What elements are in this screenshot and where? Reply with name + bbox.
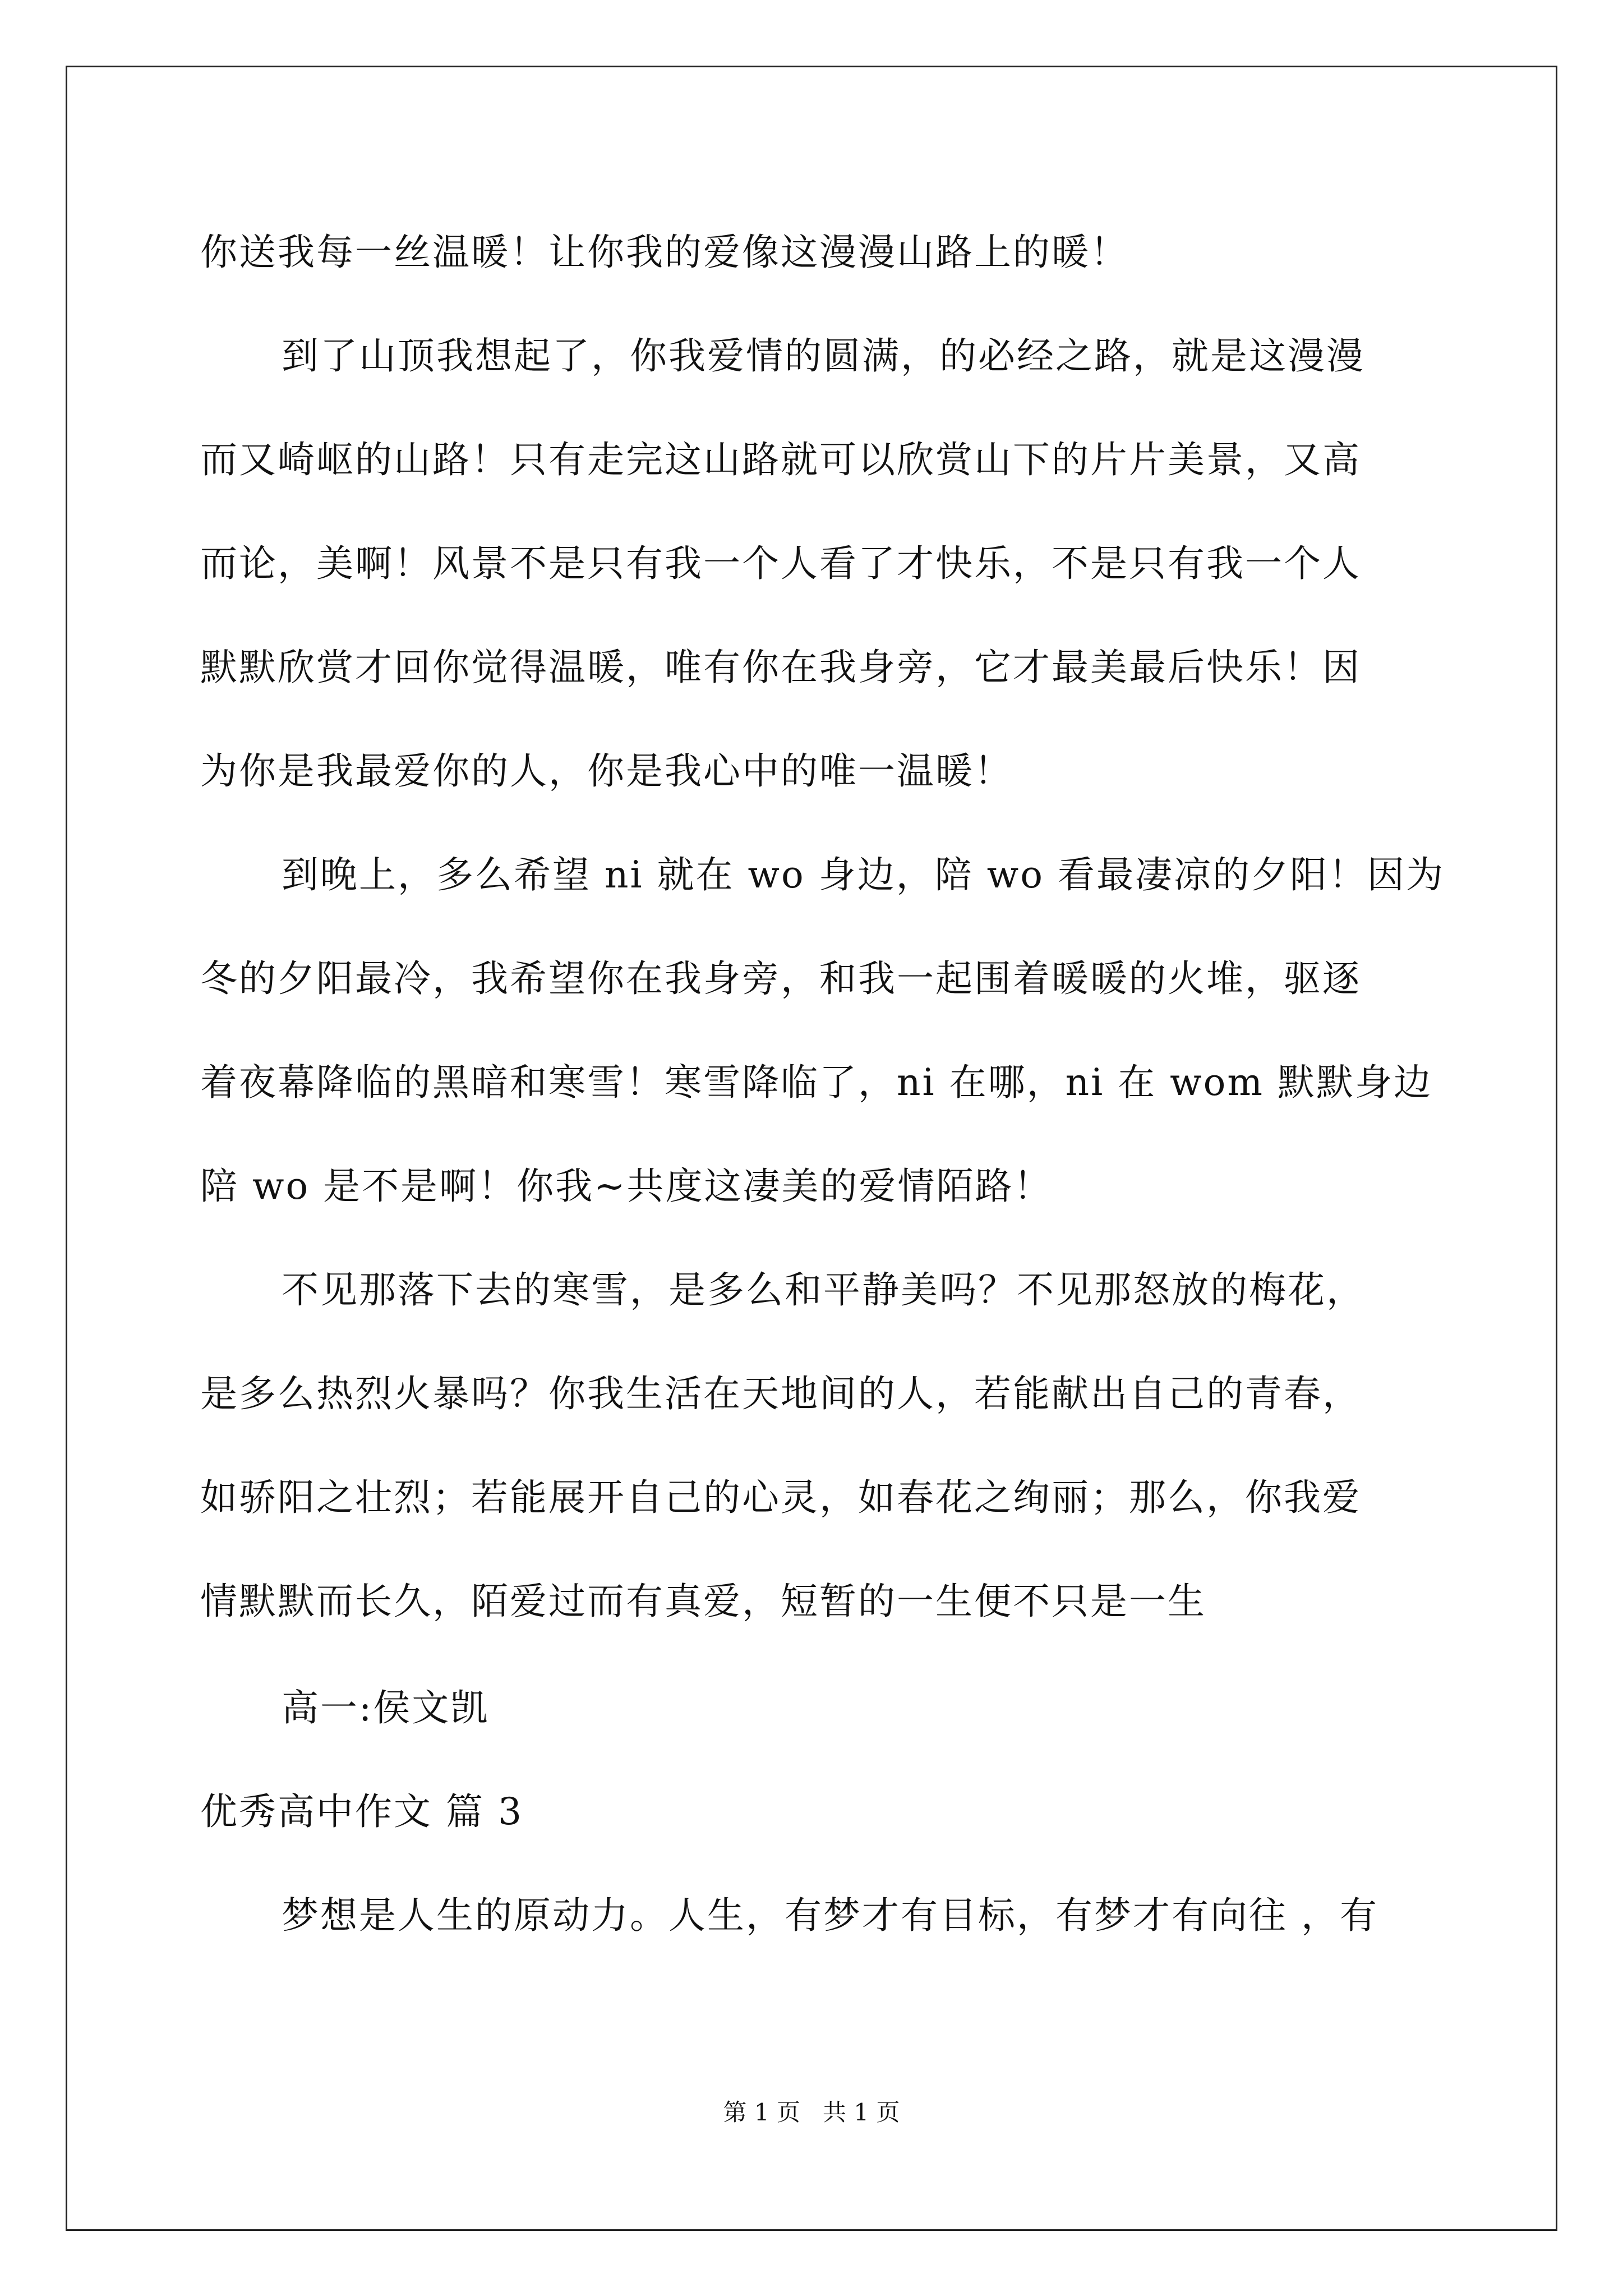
paragraph-line: 到了山顶我想起了，你我爱情的圆满，的必经之路，就是这漫漫	[282, 334, 1365, 378]
author-line: 高一:侯文凯	[282, 1686, 490, 1729]
paragraph-line: 情默默而长久，陌爱过而有真爱，短暂的一生便不只是一生	[200, 1580, 1206, 1623]
paragraph-line: 为你是我最爱你的人，你是我心中的唯一温暖！	[200, 749, 1013, 793]
section-heading: 优秀高中作文 篇 3	[200, 1790, 523, 1833]
page-footer: 第 1 页 共 1 页	[723, 2099, 900, 2126]
paragraph-line: 陪 wo 是不是啊！你我~共度这凄美的爱情陌路！	[200, 1165, 1053, 1208]
paragraph-line: 默默欣赏才回你觉得温暖，唯有你在我身旁，它才最美最后快乐！因	[200, 646, 1361, 689]
paragraph-line: 你送我每一丝温暖！让你我的爱像这漫漫山路上的暖！	[200, 231, 1129, 274]
paragraph-line: 冬的夕阳最冷，我希望你在我身旁，和我一起围着暖暖的火堆，驱逐	[200, 957, 1361, 1000]
paragraph-line: 梦想是人生的原动力。人生，有梦才有目标，有梦才有向往 ，有	[282, 1894, 1378, 1937]
paragraph-line: 着夜幕降临的黑暗和寒雪！寒雪降临了，ni 在哪，ni 在 wom 默默身边	[200, 1061, 1432, 1104]
paragraph-line: 是多么热烈火暴吗？你我生活在天地间的人，若能献出自己的青春，	[200, 1372, 1361, 1415]
paragraph-line: 如骄阳之壮烈；若能展开自己的心灵，如春花之绚丽；那么，你我爱	[200, 1476, 1361, 1519]
paragraph-line: 而论，美啊！风景不是只有我一个人看了才快乐，不是只有我一个人	[200, 542, 1361, 585]
paragraph-line: 到晚上，多么希望 ni 就在 wo 身边，陪 wo 看最凄凉的夕阳！因为	[282, 853, 1445, 896]
paragraph-line: 不见那落下去的寒雪，是多么和平静美吗？不见那怒放的梅花，	[282, 1268, 1365, 1312]
paragraph-line: 而又崎岖的山路！只有走完这山路就可以欣赏山下的片片美景，又高	[200, 438, 1361, 481]
